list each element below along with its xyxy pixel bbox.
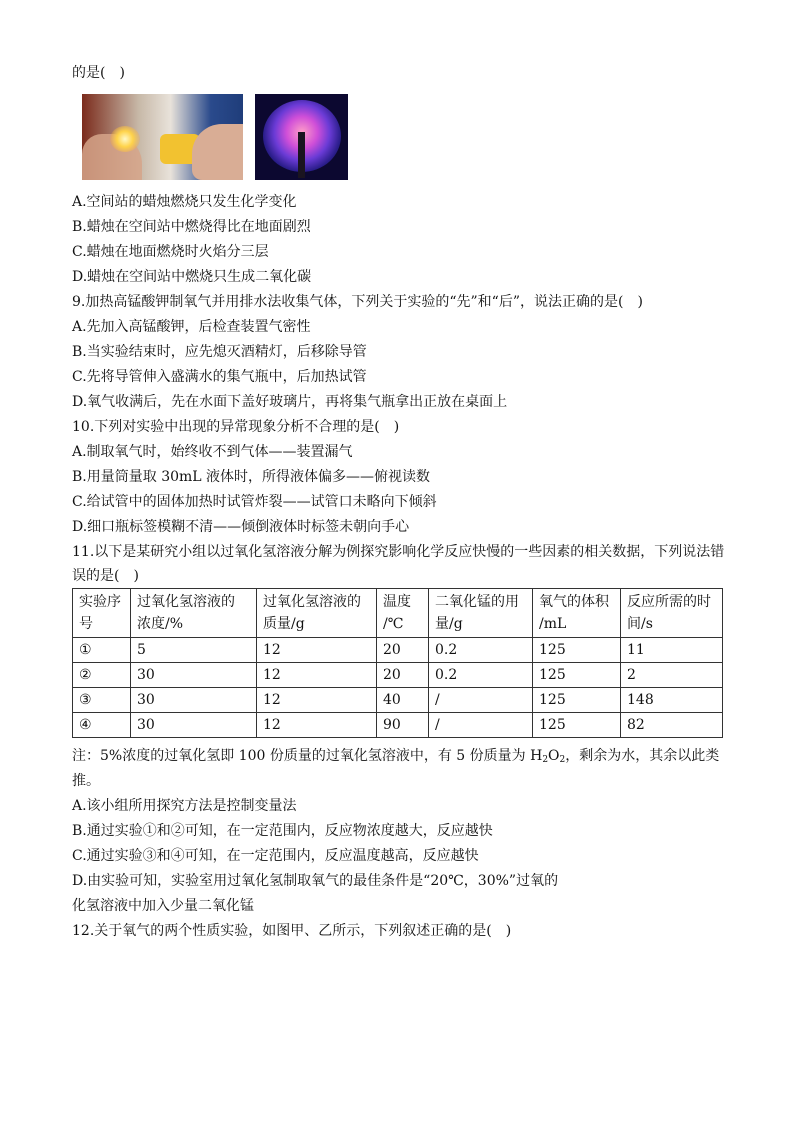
table-cell: ②	[73, 663, 131, 688]
q9-stem: 9.加热高锰酸钾制氧气并用排水法收集气体，下列关于实验的“先”和“后”，说法正确的是( )	[72, 294, 643, 310]
table-cell: 148	[621, 688, 723, 713]
candle-flame-microgravity-photo	[255, 94, 348, 180]
q11-option-d: D.由实验可知，实验室用过氧化氢制取氧气的最佳条件是“20℃，30%”过氧的	[72, 873, 559, 889]
table-cell: 125	[533, 663, 621, 688]
table-header-cell: 氧气的体积 /mL	[533, 589, 621, 638]
table-header-row	[73, 589, 723, 638]
table-cell: 125	[533, 638, 621, 663]
q8-option-c: C.蜡烛在地面燃烧时火焰分三层	[72, 244, 269, 260]
table-cell: /	[429, 688, 533, 713]
table-cell: 5	[131, 638, 257, 663]
q8-option-b: B.蜡烛在空间站中燃烧得比在地面剧烈	[72, 219, 311, 235]
table-cell: 12	[257, 638, 377, 663]
q10-option-a: A.制取氧气时，始终收不到气体——装置漏气	[72, 444, 353, 460]
q11-option-b: B.通过实验①和②可知，在一定范围内，反应物浓度越大，反应越快	[72, 823, 493, 839]
q11-note-line1: 注：5%浓度的过氧化氢即 100 份质量的过氧化氢溶液中，有 5 份质量为 $H_2O_2$，剩余为水，其余以此类	[72, 748, 720, 765]
q10-stem: 10.下列对实验中出现的异常现象分析不合理的是( )	[72, 419, 400, 435]
table-cell: 0.2	[429, 663, 533, 688]
table-cell: 20	[377, 663, 429, 688]
q11-option-a: A.该小组所用探究方法是控制变量法	[72, 798, 297, 814]
table-cell: 125	[533, 713, 621, 738]
table-header-cell: 过氧化氢溶液的 质量/g	[257, 589, 377, 638]
table-cell: ③	[73, 688, 131, 713]
table-row	[73, 713, 723, 738]
experiment-data-table	[72, 588, 723, 738]
q12-stem: 12.关于氧气的两个性质实验，如图甲、乙所示，下列叙述正确的是( )	[72, 923, 512, 939]
table-cell: 40	[377, 688, 429, 713]
q9-option-a: A.先加入高锰酸钾，后检查装置气密性	[72, 319, 311, 335]
table-row	[73, 663, 723, 688]
q11-option-c: C.通过实验③和④可知，在一定范围内，反应温度越高，反应越快	[72, 848, 479, 864]
table-cell: 12	[257, 688, 377, 713]
table-header-cell: 实验序 号	[73, 589, 131, 638]
table-cell: 90	[377, 713, 429, 738]
table-header-cell: 过氧化氢溶液的 浓度/%	[131, 589, 257, 638]
q11-stem-line1: 11.以下是某研究小组以过氧化氢溶液分解为例探究影响化学反应快慢的一些因素的相关数据，下列说法错	[72, 544, 725, 560]
table-cell: 0.2	[429, 638, 533, 663]
table-cell: 2	[621, 663, 723, 688]
q9-option-d: D.氧气收满后，先在水面下盖好玻璃片，再将集气瓶拿出正放在桌面上	[72, 394, 508, 410]
candle-space-station-photo	[82, 94, 243, 180]
table-cell: 30	[131, 713, 257, 738]
q8-option-d: D.蜡烛在空间站中燃烧只生成二氧化碳	[72, 269, 312, 285]
table-cell: ①	[73, 638, 131, 663]
table-cell: 82	[621, 713, 723, 738]
q11-note-line2: 推。	[72, 773, 100, 789]
q11-option-d-line2: 化氢溶液中加入少量二氧化锰	[72, 898, 254, 914]
table-header-cell: 温度 /℃	[377, 589, 429, 638]
q11-stem-line2: 误的是( )	[72, 568, 139, 584]
q10-option-b: B.用量筒量取 30mL 液体时，所得液体偏多——俯视读数	[72, 469, 431, 485]
table-cell: 12	[257, 713, 377, 738]
q9-option-c: C.先将导管伸入盛满水的集气瓶中，后加热试管	[72, 369, 367, 385]
table-cell: 11	[621, 638, 723, 663]
table-cell: 20	[377, 638, 429, 663]
table-row	[73, 638, 723, 663]
table-cell: /	[429, 713, 533, 738]
table-header-cell: 反应所需的时 间/s	[621, 589, 723, 638]
table-cell: 30	[131, 688, 257, 713]
table-cell: 30	[131, 663, 257, 688]
table-row	[73, 688, 723, 713]
q9-option-b: B.当实验结束时，应先熄灭酒精灯，后移除导管	[72, 344, 367, 360]
table-cell: ④	[73, 713, 131, 738]
q10-option-d: D.细口瓶标签模糊不清——倾倒液体时标签未朝向手心	[72, 519, 410, 535]
table-cell: 125	[533, 688, 621, 713]
q10-option-c: C.给试管中的固体加热时试管炸裂——试管口未略向下倾斜	[72, 494, 437, 510]
q8-option-a: A.空间站的蜡烛燃烧只发生化学变化	[72, 194, 297, 210]
table-cell: 12	[257, 663, 377, 688]
q8-stem-tail: 的是( )	[72, 65, 125, 81]
table-header-cell: 二氧化锰的用 量/g	[429, 589, 533, 638]
